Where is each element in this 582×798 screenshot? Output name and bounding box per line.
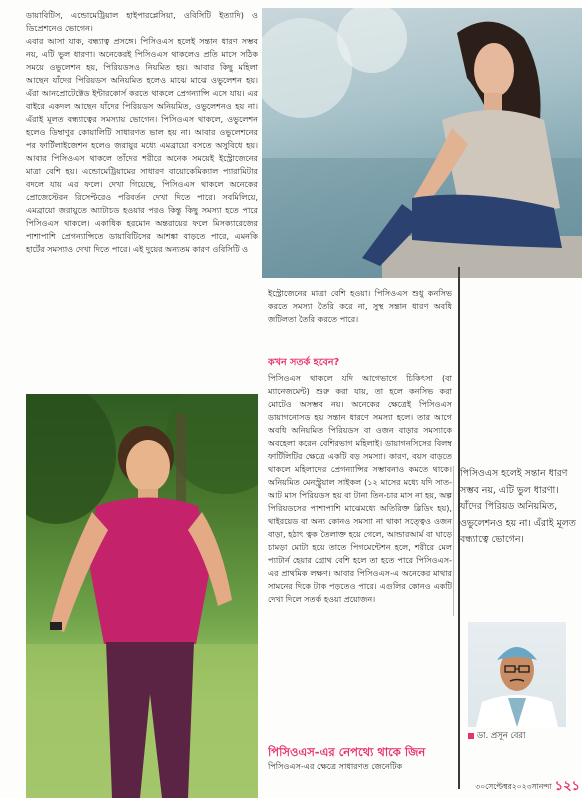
pull-quote-text: পিসিওএস হলেই সন্তান ধারণ সম্ভব নয়, এটি ভুল ধারণা। যাঁদের পিরিয়ড অনিয়মিত, ওভুলেশনও হয় না। এঁরাই মূলত বন্ধ্যাত্বে ভোগেন।: [460, 468, 576, 545]
paragraph: ইস্ট্রোজেনের মাত্রা বেশি হওয়া। পিসিওএস শুধু কনসিভ করতে সমস্যা তৈরি করে না, সুস্থ সন্তান ধারণ অবধি জটিলতা তৈরি করতে পারে।: [268, 288, 452, 324]
doctor-caption: [468, 729, 578, 743]
photo-woman-walking: [26, 394, 258, 798]
page-number: ১২১: [554, 778, 580, 794]
paragraph: ডায়াবিটিস, এন্ডোমেট্রিয়াল হাইপারপ্লেসিয়া, ওবিসিটি ইত্যাদি) ও ডিপ্রেশনেও ভোগেন।: [26, 10, 258, 33]
paragraph: পিসিওএস থাকলে যদি আগেভাগে চিকিৎসা (বা ম্যানেজমেন্ট) শুরু করা যায়, তা হলে কনসিভ করা মোটেও অসম্ভব নয়। অনেকের ক্ষেত্রেই পিসিওএস ডায়াগনোসড হয় সন্তান ধারণে সমস্যা হলে। তার আগে অবধি অনিয়মিত পিরিয়ডস বা ওজন বাড়ার সমস্যাকে অবহেলা করেন বেশিরভাগ মহিলাই। ডায়াগনসিসের বিলম্ব ফার্টিলিটির ক্ষেত্রে একটি বড় সমস্যা। কারণ, বয়স বাড়তে থাকলে মহিলাদের প্রেগন্যান্সির সম্ভাবনাও কমতে থাকে। অনিয়মিত মেনস্ট্রুয়াল সাইকল (১২ মাসের মধ্যে যদি সাত-আট মাস পিরিয়ডস হয় বা টানা তিন-চার মাস না হয়, অল্প পিরিয়ডসের পাশাপাশি মাঝেমধ্যে অতিরিক্ত ব্লিডিং হয়), থাইরয়েড বা অন্য কোনও সমস্যা না থাকা সত্ত্বেও ওজন বাড়া, হঠাৎ ত্বক তৈলাক্ত হয়ে গেলে, আন্ডারআর্ম বা ঘাড়ে চামড়া মোটা হয়ে তাতে পিগমেন্টেশন হলে, শরীরে মেল প্যাটার্ন হেয়ার গ্রোথ বেশি হলে তা হতে পারে পিসিওএস-এর প্রাথমিক লক্ষণ। আবার পিসিওএস-এ অনেকের মাথার সামনের দিকে টাক পড়তেও পারে। এগুলির কোনও একটি দেখা দিলে সতর্ক হওয়া প্রয়োজন।: [268, 373, 452, 604]
page-footer: [420, 779, 580, 795]
article-column-mid-top: [268, 287, 452, 343]
doctor-name: ডা. প্রসূন বেরা: [477, 730, 526, 740]
article-column-mid: [268, 356, 452, 748]
caption-bullet-icon: [468, 733, 474, 739]
article-column-left: [26, 9, 258, 387]
paragraph: পিসিওএস-এর ক্ষেত্রে সাধারণত জেনেটিক: [268, 761, 403, 771]
section-heading: পিসিওএস-এর নেপথ্যে থাকে জিন: [268, 745, 426, 759]
doctor-photo: [468, 622, 566, 727]
photo-woman-sitting: [262, 8, 582, 278]
paragraph: এবার আসা যাক, বন্ধ্যাত্ব প্রসঙ্গে। পিসিওএস হলেই সন্তান ধারণ সম্ভব নয়, এটি ভুল ধারণা। অনেকেরই পিসিওএস থাকলেও প্রতি মাসে সঠিক সময়ে ওভুলেশন হয়, পিরিয়ডসও নিয়মিত হয়। আবার কিছু মহিলা আছেন যাঁদের পিরিয়ডস অনিয়মিত হলেও মাঝে মাঝে ওভুলেশন হয়। এঁরা আনপ্রোটেক্টেড ইন্টারকোর্স করতে থাকলে প্রেগন্যান্সি এসে যায়। এর বাইরে একদল আছেন যাঁদের পিরিয়ডস অনিয়মিত, ওভুলেশনও হয় না। এঁরাই মূলত বন্ধ্যাত্বের সমস্যায় ভোগেন। পিসিওএস থাকলে, ওভুলেশন হলেও ডিম্বাণুর কোয়ালিটি সাধারণত ভাল হয় না। আবার ওভুলেশনের পর ফার্টিলাইজেশন হলেও জরায়ুর মধ্যে এমব্রায়ো বসতে অসুবিধে হয়। আবার পিসিওএস থাকলে তাঁদের শরীরে অনেক সময়েই ইস্ট্রোজেনের মাত্রা বেশি হয়। এন্ডোমেট্রিয়ামের সাধারণ বায়োকেমিক্যাল প্যারামিটার বদলে যায় এর ফলে। দেখা গিয়েছে, পিসিওএস থাকলে অনেকের প্রোজেস্টেরন রিসেপ্টরেও পরিবর্তন দেখা দিতে পারে। সবমিলিয়ে, এমব্রায়ো জরায়ুতে অ্যাটাচড হওয়ার পরও কিন্তু কিছু সমস্যা হতে পারে পিসিওএস থাকলে। একাধিক হরমোন অন্তরায়ের ফলে মিসক্যারেজের পাশাপাশি প্রেগন্যান্সিতে ডায়াবিটিসের আশঙ্কা বাড়তে পারে, এমনকি হার্টের সমস্যাও দেখা দিতে পারে। এই দুয়ের অন্যতম কারণ ওবিসিটি ও: [26, 36, 258, 254]
article-column-mid-bottom: [268, 745, 452, 779]
issue-label: ৩০সেপ্টেম্বর২০২৩সানন্দা: [475, 781, 552, 791]
section-heading: কখন সতর্ক হবেন?: [268, 357, 340, 368]
pull-quote: [453, 466, 578, 616]
